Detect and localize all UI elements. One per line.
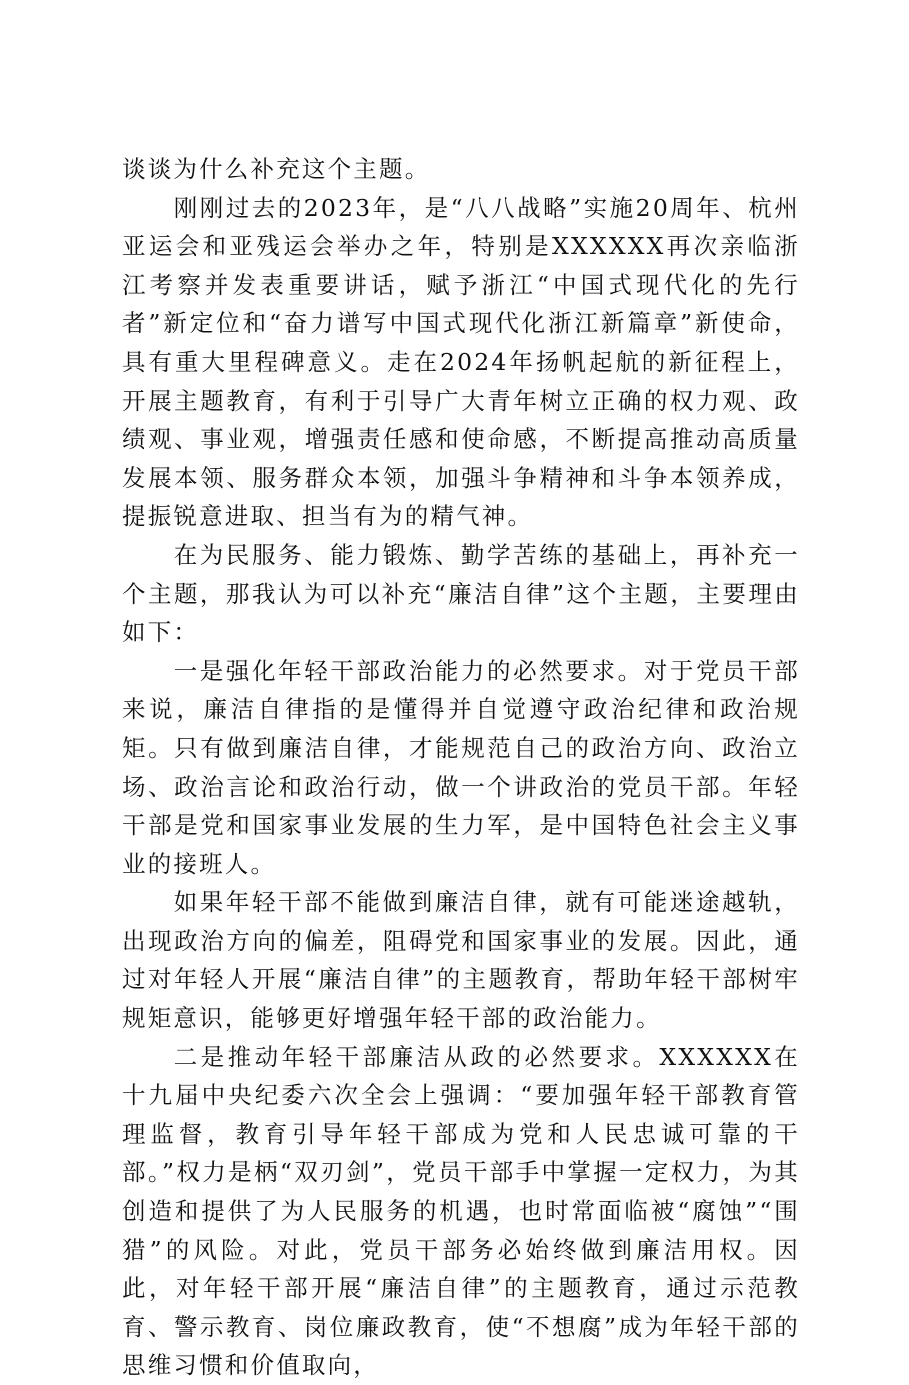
paragraph: 如果年轻干部不能做到廉洁自律，就有可能迷途越轨，出现政治方向的偏差，阻碍党和国家事业的发展。因此，通过对年轻人开展“廉洁自律”的主题教育，帮助年轻干部树牢规矩意识，能够更好增强年轻干部的政治能力。 xyxy=(122,888,800,1033)
paragraph: 一是强化年轻干部政治能力的必然要求。对于党员干部来说，廉洁自律指的是懂得并自觉遵守政治纪律和政治规矩。只有做到廉洁自律，才能规范自己的政治方向、政治立场、政治言论和政治行动，做一个讲政治的党员干部。年轻干部是党和国家事业发展的生力军，是中国特色社会主义事业的接班人。 xyxy=(122,656,800,878)
paragraph: 在为民服务、能力锻炼、勤学苦练的基础上，再补充一个主题，那我认为可以补充“廉洁自律”这个主题，主要理由如下： xyxy=(122,540,800,647)
document-body xyxy=(122,150,800,1385)
paragraph: 二是推动年轻干部廉洁从政的必然要求。XXXXXX在十九届中央纪委六次全会上强调：“要加强年轻干部教育管理监督，教育引导年轻干部成为党和人民忠诚可靠的干部。”权力是柄“双刃剑”，党员干部手中掌握一定权力，为其创造和提供了为人民服务的机遇，也时常面临被“腐蚀”“围猎”的风险。对此，党员干部务必始终做到廉洁用权。因此，对年轻干部开展“廉洁自律”的主题教育，通过示范教育、警示教育、岗位廉政教育，使“不想腐”成为年轻干部的思维习惯和价值取向， xyxy=(122,1042,800,1380)
paragraph: 刚刚过去的2023年，是“八八战略”实施20周年、杭州亚运会和亚残运会举办之年，特别是XXXXXX再次亲临浙江考察并发表重要讲话，赋予浙江“中国式现代化的先行者”新定位和“奋力谱写中国式现代化浙江新篇章”新使命，具有重大里程碑意义。走在2024年扬帆起航的新征程上，开展主题教育，有利于引导广大青年树立正确的权力观、政绩观、事业观，增强责任感和使命感，不断提高推动高质量发展本领、服务群众本领，加强斗争精神和斗争本领养成，提振锐意进取、担当有为的精气神。 xyxy=(122,193,800,531)
paragraph: 谈谈为什么补充这个主题。 xyxy=(122,155,431,183)
